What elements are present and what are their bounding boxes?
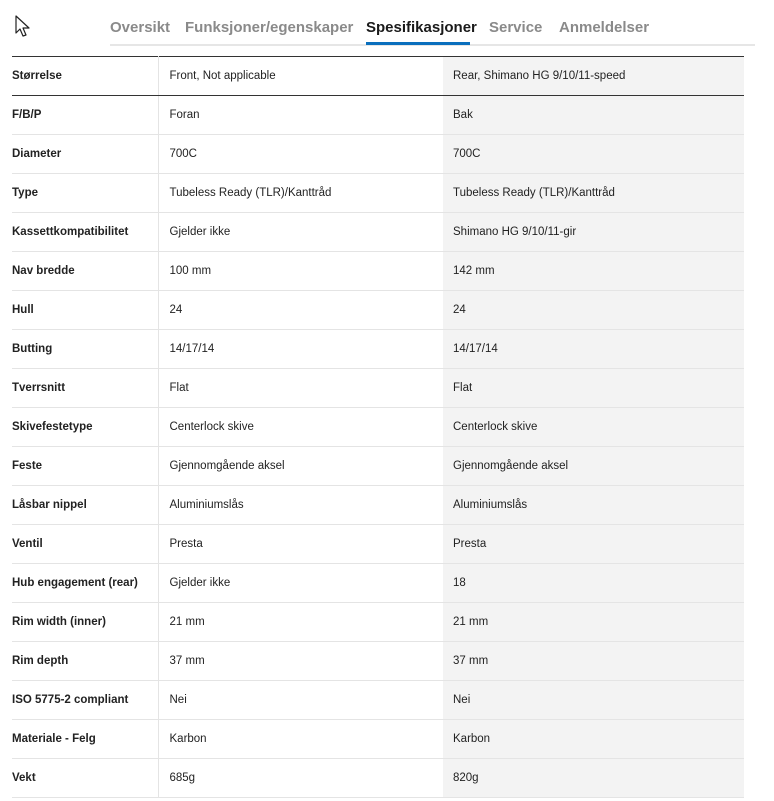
spec-label-cell: F/B/P <box>12 96 158 135</box>
spec-label-cell: Type <box>12 174 158 213</box>
table-header-row <box>12 57 744 96</box>
table-row <box>12 447 744 486</box>
spec-rear-value: 820g <box>443 759 744 798</box>
table-row <box>12 525 744 564</box>
tab-service[interactable]: Service <box>489 19 543 36</box>
spec-front-value: 700C <box>158 135 443 174</box>
spec-label-cell: Nav bredde <box>12 252 158 291</box>
tab-anmeldelser[interactable]: Anmeldelser <box>559 19 650 36</box>
spec-front-value: Gjennomgående aksel <box>158 447 443 486</box>
tab-spesifikasjoner[interactable]: Spesifikasjoner <box>366 19 477 36</box>
spec-rear-value: 18 <box>443 564 744 603</box>
spec-rear-value: 14/17/14 <box>443 330 744 369</box>
table-row <box>12 486 744 525</box>
spec-rear-value: Gjennomgående aksel <box>443 447 744 486</box>
spec-rear-value: Presta <box>443 525 744 564</box>
spec-rear-value: 21 mm <box>443 603 744 642</box>
table-row <box>12 408 744 447</box>
spec-rear-value: 142 mm <box>443 252 744 291</box>
specifications-table <box>12 56 744 798</box>
active-tab-indicator <box>366 42 470 45</box>
spec-label-cell: Feste <box>12 447 158 486</box>
spec-label-cell: ISO 5775-2 compliant <box>12 681 158 720</box>
spec-front-value: Gjelder ikke <box>158 213 443 252</box>
table-row <box>12 369 744 408</box>
spec-label-cell: Hub engagement (rear) <box>12 564 158 603</box>
spec-label-cell: Rim depth <box>12 642 158 681</box>
spec-front-value: Aluminiumslås <box>158 486 443 525</box>
spec-rear-value: 37 mm <box>443 642 744 681</box>
table-row <box>12 96 744 135</box>
spec-rear-value: 700C <box>443 135 744 174</box>
spec-front-value: 24 <box>158 291 443 330</box>
spec-front-value: Karbon <box>158 720 443 759</box>
table-row <box>12 603 744 642</box>
spec-label-cell: Diameter <box>12 135 158 174</box>
header-label-cell: Størrelse <box>12 57 158 96</box>
table-row <box>12 330 744 369</box>
spec-rear-value: Tubeless Ready (TLR)/Kanttråd <box>443 174 744 213</box>
spec-front-value: 21 mm <box>158 603 443 642</box>
spec-front-value: 37 mm <box>158 642 443 681</box>
spec-rear-value: Karbon <box>443 720 744 759</box>
table-row <box>12 564 744 603</box>
spec-front-value: 14/17/14 <box>158 330 443 369</box>
spec-front-value: Nei <box>158 681 443 720</box>
spec-rear-value: Aluminiumslås <box>443 486 744 525</box>
spec-label-cell: Kassettkompatibilitet <box>12 213 158 252</box>
table-row <box>12 135 744 174</box>
spec-label-cell: Skivefestetype <box>12 408 158 447</box>
spec-front-value: Foran <box>158 96 443 135</box>
spec-rear-value: Centerlock skive <box>443 408 744 447</box>
header-rear-cell: Rear, Shimano HG 9/10/11-speed <box>443 57 744 96</box>
spec-front-value: Centerlock skive <box>158 408 443 447</box>
spec-label-cell: Vekt <box>12 759 158 798</box>
spec-rear-value: Nei <box>443 681 744 720</box>
spec-front-value: Tubeless Ready (TLR)/Kanttråd <box>158 174 443 213</box>
spec-rear-value: Flat <box>443 369 744 408</box>
spec-label-cell: Ventil <box>12 525 158 564</box>
spec-label-cell: Tverrsnitt <box>12 369 158 408</box>
spec-rear-value: Shimano HG 9/10/11-gir <box>443 213 744 252</box>
spec-label-cell: Låsbar nippel <box>12 486 158 525</box>
spec-label-cell: Rim width (inner) <box>12 603 158 642</box>
table-row <box>12 720 744 759</box>
tab-funksjoner[interactable]: Funksjoner/egenskaper <box>185 19 354 36</box>
spec-front-value: 685g <box>158 759 443 798</box>
table-row <box>12 291 744 330</box>
spec-label-cell: Butting <box>12 330 158 369</box>
table-row <box>12 174 744 213</box>
tab-oversikt[interactable]: Oversikt <box>110 19 171 36</box>
table-row <box>12 759 744 798</box>
spec-front-value: 100 mm <box>158 252 443 291</box>
spec-rear-value: 24 <box>443 291 744 330</box>
spec-label-cell: Hull <box>12 291 158 330</box>
spec-label-cell: Materiale - Felg <box>12 720 158 759</box>
header-front-cell: Front, Not applicable <box>158 57 443 96</box>
spec-front-value: Presta <box>158 525 443 564</box>
table-row <box>12 681 744 720</box>
table-row <box>12 642 744 681</box>
spec-front-value: Gjelder ikke <box>158 564 443 603</box>
table-row <box>12 213 744 252</box>
spec-rear-value: Bak <box>443 96 744 135</box>
table-row <box>12 252 744 291</box>
product-tabs <box>12 0 743 47</box>
spec-front-value: Flat <box>158 369 443 408</box>
